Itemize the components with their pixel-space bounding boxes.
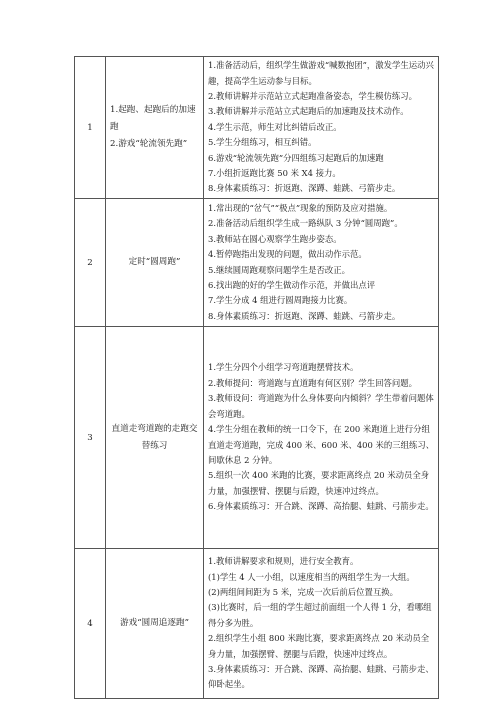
row-number: 4 <box>75 549 106 699</box>
step-line: 5.学生分组练习，相互纠错。 <box>208 137 317 148</box>
table-row <box>75 199 439 327</box>
step-line: (1)学生 4 人一小组，以速度相当的两组学生为一大组。 <box>208 571 415 582</box>
row-number: 3 <box>75 327 106 549</box>
row-topic <box>106 199 204 327</box>
topic-line: 直道走弯道跑的走跑交替练习 <box>111 423 198 451</box>
topic-line: 1.起跑、起跑后的加速跑 <box>110 105 196 132</box>
step-line: 3.教师设问：弯道跑为什么身体要向内倾斜？学生带着问题体会弯道跑。 <box>208 393 434 419</box>
step-line: (2)两组间间距为 5 米，完成一次后前后位置互换。 <box>208 586 399 597</box>
step-line: 2.教师提问：弯道跑与直道跑有何区别？学生回答问题。 <box>208 377 417 388</box>
step-line: 4.暂停跑指出发现的问题，做出动作示范。 <box>208 249 367 260</box>
step-line: 3.教师站在圆心观察学生跑步姿态。 <box>208 233 342 244</box>
row-topic <box>106 327 204 549</box>
step-line: 6.找出跑的好的学生做动作示范，并做出点评 <box>208 279 376 290</box>
step-line: 8.身体素质练习：折返跑、深蹲、蛙跳、弓箭步走。 <box>208 183 401 194</box>
row-topic <box>106 549 204 699</box>
row-steps <box>204 57 439 199</box>
step-line: 4.学生分组在教师的统一口令下，在 200 米跑道上进行分组直道走弯道跑，完成 400 米、600 米、400 米的三组练习、间歇休息 2 分钟。 <box>208 424 435 465</box>
table-row <box>75 57 439 199</box>
step-line: 6.身体素质练习：开合跳、深蹲、高抬腿、蛙跳、弓箭步走。 <box>208 501 434 512</box>
table-row <box>75 549 439 699</box>
step-line: 1.常出现的“岔气”“极点”现象的预防及应对措施。 <box>208 202 393 213</box>
row-number: 2 <box>75 199 106 327</box>
step-line: 4.学生示范，师生对比纠错后改正。 <box>208 121 342 132</box>
step-line: 2.组织学生小组 800 米跑比赛，要求距离终点 20 米动员全身力量，加强摆臂、摆腿与后蹬，快速冲过终点。 <box>208 633 430 659</box>
topic-line: 游戏“圆周追逐跑” <box>120 618 189 628</box>
row-steps <box>204 327 439 549</box>
step-line: 3.身体素质练习：开合跳、深蹲、高抬腿、蛙跳、弓箭步走、仰卧起坐。 <box>208 664 434 690</box>
step-line: 5.继续圆周跑观察问题学生是否改正。 <box>208 264 350 275</box>
step-line: 1.教师讲解要求和规则，进行安全教育。 <box>208 556 359 567</box>
step-line: 2.教师讲解并示范站立式起跑准备姿态，学生模仿练习。 <box>208 90 417 101</box>
step-line: 2.准备活动后组织学生成一路纵队 3 分钟“圆周跑”。 <box>208 218 403 229</box>
step-line: 6.游戏“轮流领先跑”分四组练习起跑后的加速跑 <box>208 152 384 163</box>
row-steps <box>204 199 439 327</box>
step-line: 8.身体素质练习：折返跑、深蹲、蛙跳、弓箭步走。 <box>208 310 401 321</box>
row-number: 1 <box>75 57 106 199</box>
step-line: 1.学生分四个小组学习弯道跑摆臂技术。 <box>208 362 359 373</box>
topic-line: 2.游戏“轮流领先跑” <box>110 139 188 149</box>
row-steps <box>204 549 439 699</box>
step-line: 7.学生分成 4 组进行圆周跑接力比赛。 <box>208 295 353 306</box>
step-line: 5.组织一次 400 米跑的比赛，要求距离终点 20 米动员全身力量，加强摆臂、摆腿与后蹬，快速冲过终点。 <box>208 470 430 496</box>
row-topic <box>106 57 204 199</box>
topic-line: 定时“圆周跑” <box>128 257 181 267</box>
step-line: 1.准备活动后，组织学生做游戏“喊数抱团”，激发学生运动兴趣，提高学生运动参与目标。 <box>208 60 434 86</box>
lesson-plan-table <box>74 56 439 699</box>
step-line: 3.教师讲解并示范站立式起跑后的加速跑及技术动作。 <box>208 106 409 117</box>
step-line: 7.小组折返跑比赛 50 米 X4 接力。 <box>208 168 341 179</box>
step-line: (3)比赛时，后一组的学生超过前面组一个人得 1 分，看哪组得分多为胜。 <box>208 602 432 628</box>
table-row <box>75 327 439 549</box>
